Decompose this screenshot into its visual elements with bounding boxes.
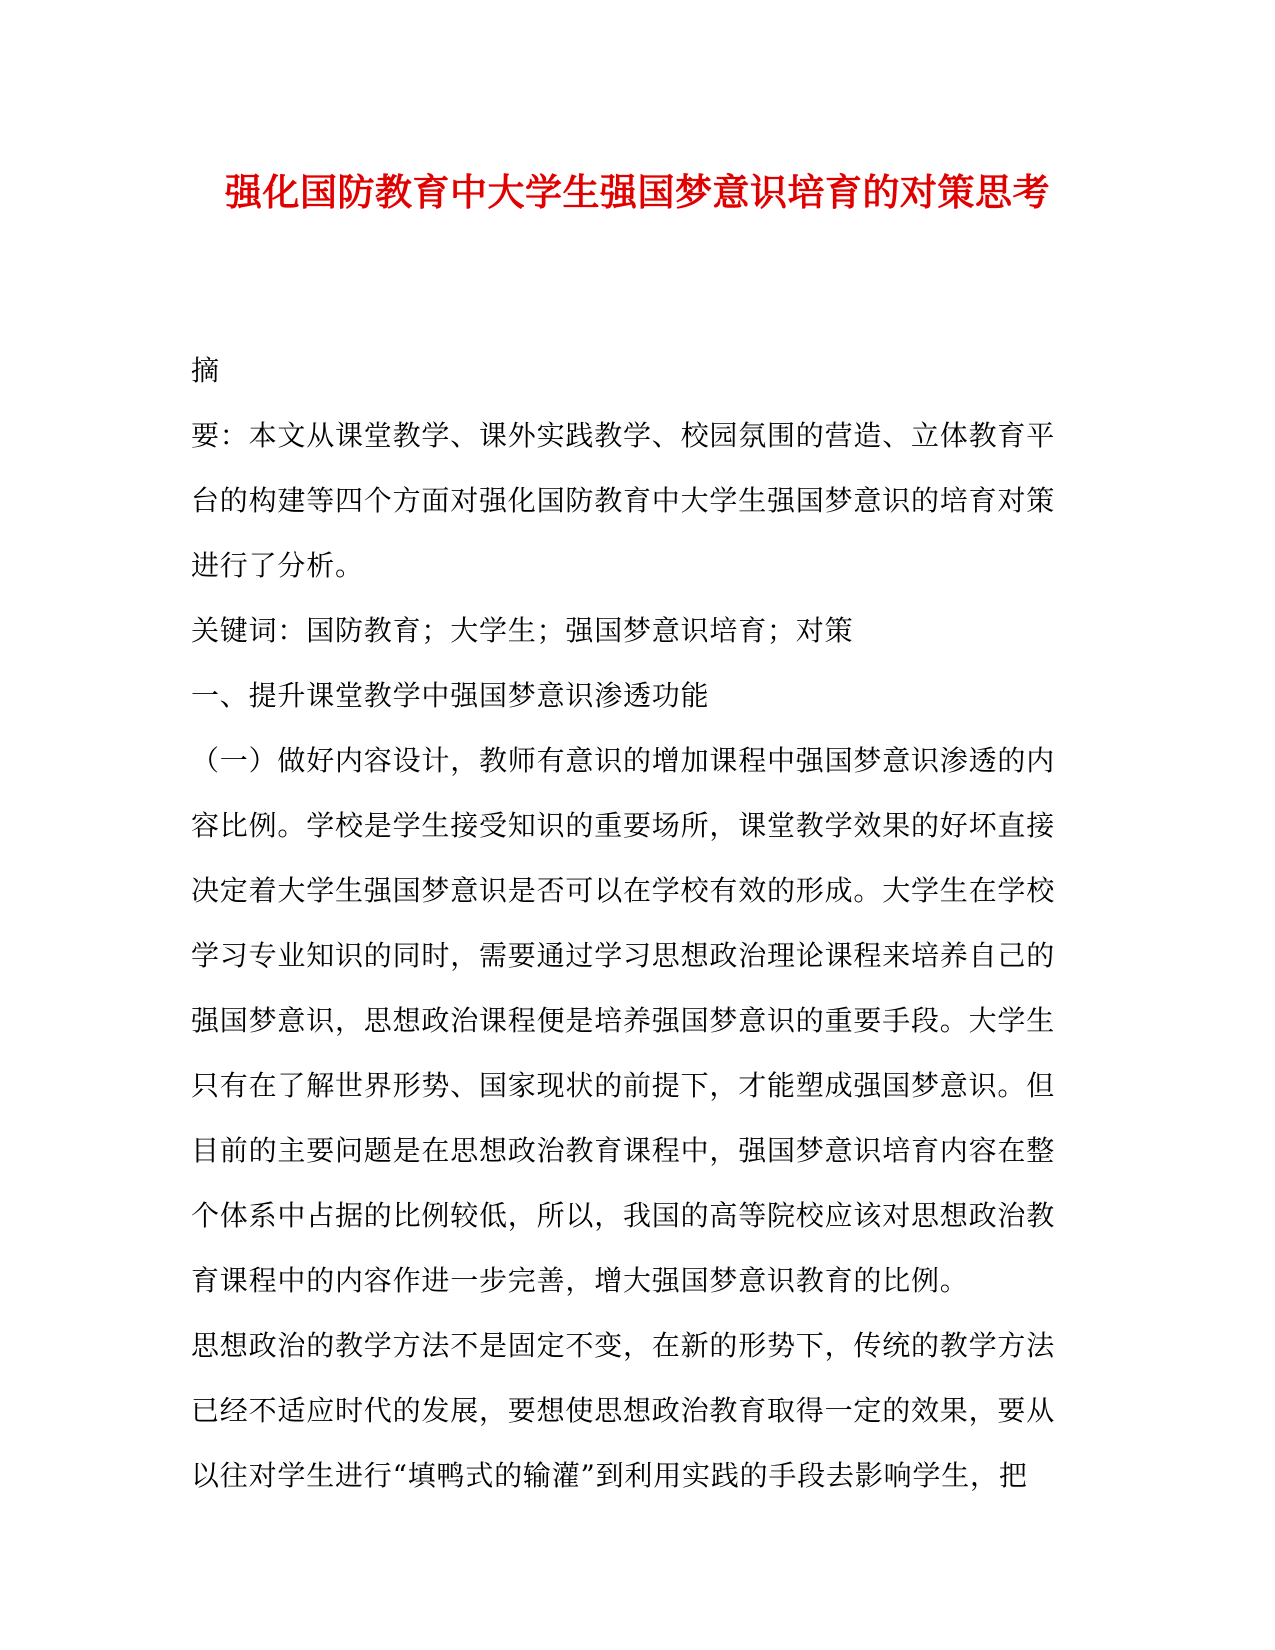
document-title: 强化国防教育中大学生强国梦意识培育的对策思考 [225, 170, 1050, 214]
section-heading: 一、提升课堂教学中强国梦意识渗透功能 [191, 679, 710, 712]
keywords-paragraph: 关键词：国防教育；大学生；强国梦意识培育；对策 [191, 614, 854, 647]
abstract-label: 摘 [191, 354, 220, 387]
body-paragraph: （一）做好内容设计，教师有意识的增加课程中强国梦意识渗透的内容比例。学校是学生接受知识的重要场所，课堂教学效果的好坏直接决定着大学生强国梦意识是否可以在学校有效的形成。大学生在学校学习专业知识的同时，需要通过学习思想政治理论课程来培养自己的强国梦意识，思想政治课程便是培养强国梦意识的重要手段。大学生只有在了解世界形势、国家现状的前提下，才能塑成强国梦意识。但目前的主要问题是在思想政治教育课程中，强国梦意识培育内容在整个体系中占据的比例较低，所以，我国的高等院校应该对思想政治教育课程中的内容作进一步完善，增大强国梦意识教育的比例。 [191, 744, 1056, 1297]
body-paragraph: 思想政治的教学方法不是固定不变，在新的形势下，传统的教学方法已经不适应时代的发展，要想使思想政治教育取得一定的效果，要从以往对学生进行“填鸭式的输灌”到利用实践的手段去影响学生，把 [191, 1329, 1056, 1492]
document-body [191, 338, 1071, 1508]
abstract-paragraph: 要：本文从课堂教学、课外实践教学、校园氛围的营造、立体教育平台的构建等四个方面对强化国防教育中大学生强国梦意识的培育对策进行了分析。 [191, 419, 1056, 582]
